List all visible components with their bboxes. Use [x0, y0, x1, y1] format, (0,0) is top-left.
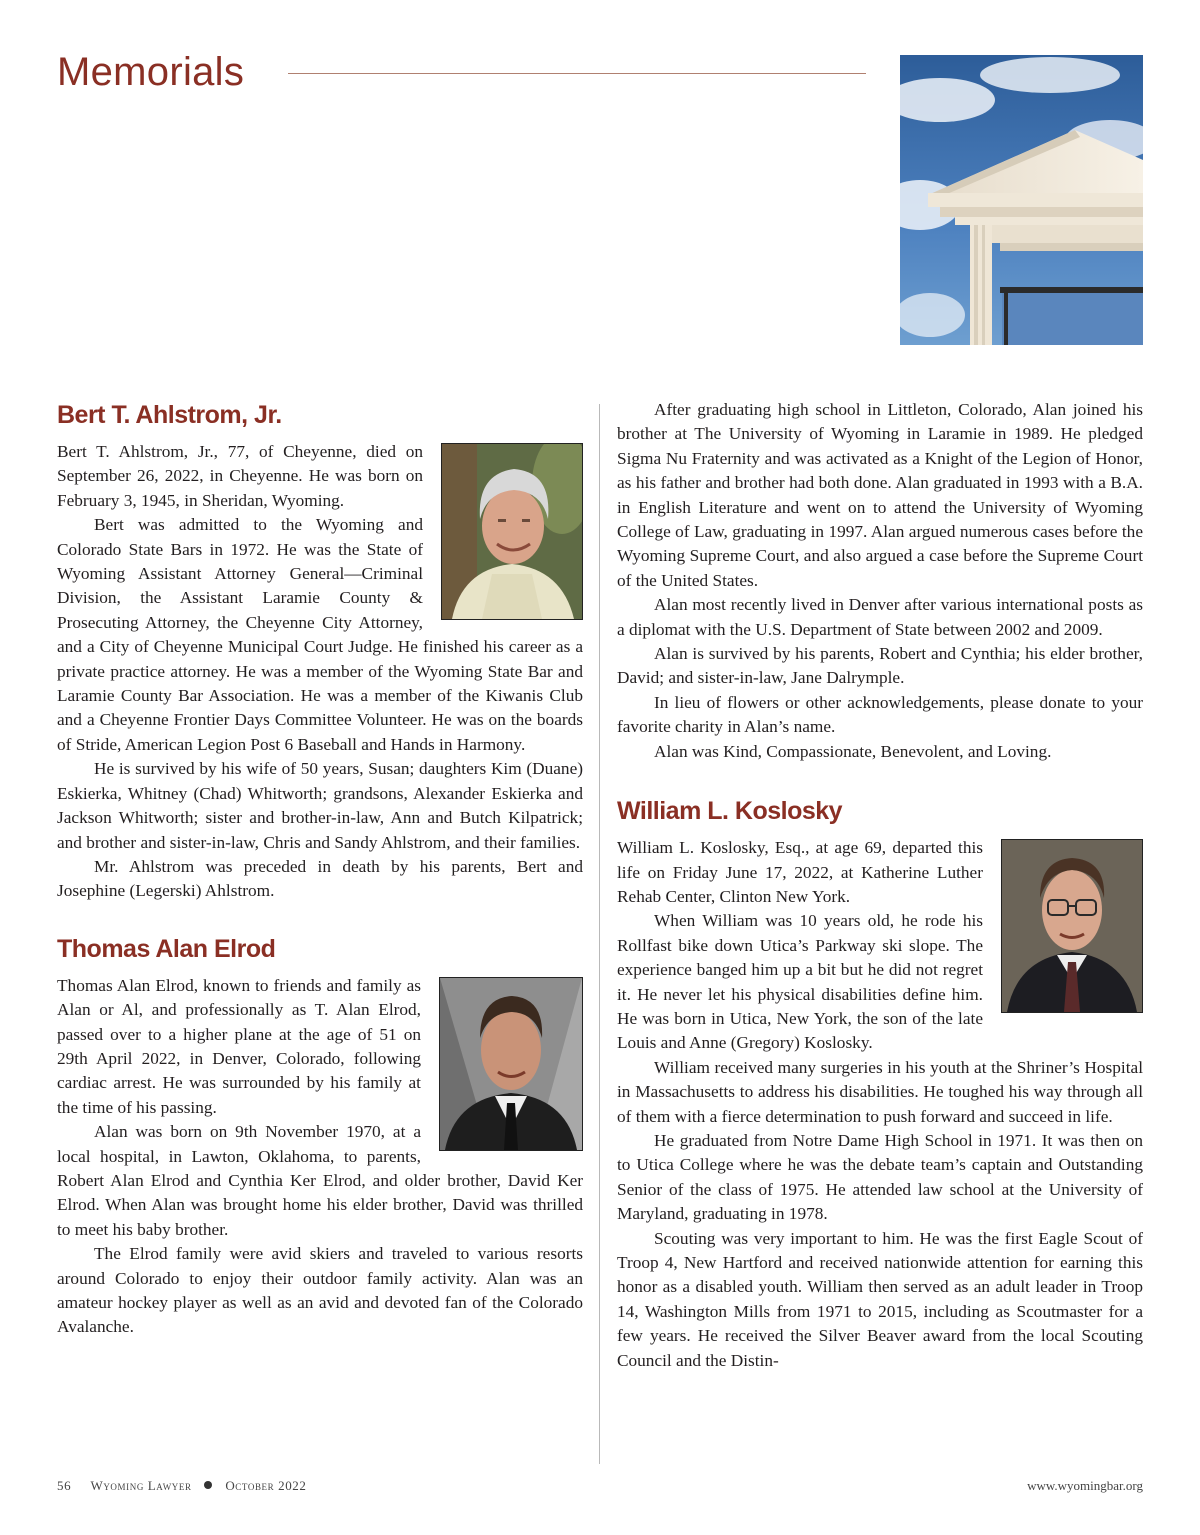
memorial-paragraph: Thomas Alan Elrod, known to friends and family as Alan or Al, and professionally as T. Alan Elrod, passed over to a higher plane at the age of 51 on 29th April 2022, in Denver, Colorado, following cardiac arrest. He was surrounded by his family at the time of his passing. [57, 975, 421, 1117]
memorial-paragraph: Bert was admitted to the Wyoming and Colorado State Bars in 1972. He was the State of Wyoming Assistant Attorney General—Criminal Division, the Assistant Laramie County & Prosecuting Attorney, the Cheyenne City Attorney, and a City of Cheyenne Municipal Court Judge. He finished his career as a private practice attorney. He was a member of the Wyoming State Bar and Laramie County Bar Association. He was a member of the Kiwanis Club and a Cheyenne Frontier Days Committee Volunteer. He was on the boards of Stride, American Legion Post 6 Baseball and Hands in Harmony. [57, 515, 583, 754]
portrait-photo [441, 443, 583, 620]
memorial-paragraph: The Elrod family were avid skiers and traveled to various resorts around Colorado to enjoy their outdoor family activity. Alan was an amateur hockey player as well as an avid and devoted fan of the Colorado Avalanche. [57, 1244, 583, 1337]
memorial-name: Thomas Alan Elrod [57, 934, 276, 963]
memorial-elrod-continued [617, 398, 1143, 764]
column-divider [599, 404, 600, 1464]
right-column [617, 398, 1143, 1401]
memorial-paragraph: Mr. Ahlstrom was preceded in death by his parents, Bert and Josephine (Legerski) Ahlstrom. [57, 856, 583, 901]
footer-left [57, 1478, 307, 1494]
bullet-icon [204, 1481, 212, 1489]
memorial-paragraph: When William was 10 years old, he rode his Rollfast bike down Utica’s Parkway ski slope. The experience banged him up a bit but he did not regret it. He never let his physical disabilities define him. He was born in Utica, New York, the son of the late Louis and Anne (Gregory) Koslosky. [617, 911, 983, 1053]
left-column [57, 398, 583, 1368]
publication-name: Wyoming Lawyer [90, 1478, 192, 1493]
memorial-paragraph: Scouting was very important to him. He was the first Eagle Scout of Troop 4, New Hartford and received nationwide attention for earning this honor as a disabled youth. William then served as an adult leader in Troop 14, Washington Mills from 1971 to 2015, including as Scoutmaster for a few years. He received the Silver Beaver award from the local Scouting Council and the Distin- [617, 1228, 1143, 1370]
memorial-name: William L. Koslosky [617, 797, 843, 826]
memorial-paragraph: Alan is survived by his parents, Robert and Cynthia; his elder brother, David; and sister-in-law, Jane Dalrymple. [617, 644, 1143, 688]
memorial-paragraph: Bert T. Ahlstrom, Jr., 77, of Cheyenne, died on September 26, 2022, in Cheyenne. He was born on February 3, 1945, in Sheridan, Wyoming. [57, 442, 423, 510]
portrait-photo [1001, 839, 1143, 1013]
memorial-paragraph: In lieu of flowers or other acknowledgements, please donate to your favorite charity in Alan’s name. [617, 692, 1143, 737]
page-number: 56 [57, 1478, 72, 1493]
memorial-paragraph: After graduating high school in Littleton, Colorado, Alan joined his brother at The University of Wyoming in Laramie in 1989. He pledged Sigma Nu Fraternity and was activated as a Knight of the Legion of Honor, as his father and brother had both done. Alan graduated in 1993 with a B.A. in English Literature and went on to attend the University of Wyoming College of Law, graduating in 1997. Alan argued numerous cases before the Wyoming Supreme Court, and also argued a case before the Supreme Court of the United States. [617, 400, 1143, 590]
section-title: Memorials [57, 50, 245, 94]
memorial-elrod [57, 932, 583, 1340]
memorial-paragraph: Alan was born on 9th November 1970, at a local hospital, in Lawton, Oklahoma, to parents, Robert Alan Elrod and Cynthia Ker Elrod, and older brother, David Ker Elrod. When Alan was brought home his elder brother, David was thrilled to meet his baby brother. [57, 1122, 583, 1239]
website-link[interactable]: www.wyomingbar.org [1027, 1478, 1143, 1493]
memorial-paragraph: William received many surgeries in his youth at the Shriner’s Hospital in Massachusetts to address his disabilities. He toughed his way through all of them with a fierce determination to push forward and succeed in life. [617, 1057, 1143, 1126]
issue-date: October 2022 [225, 1478, 307, 1493]
memorial-name: Bert T. Ahlstrom, Jr. [57, 401, 282, 429]
title-rule [288, 73, 866, 74]
memorial-koslosky [617, 794, 1143, 1373]
memorial-paragraph: He is survived by his wife of 50 years, Susan; daughters Kim (Duane) Eskierka, Whitney (Chad) Whitworth; grandsons, Alexander Eskierka and Jackson Whitworth; sister and brother-in-law, Ann and Butch Kilpatrick; and brother and sister-in-law, Chris and Sandy Ahlstrom, and their families. [57, 759, 583, 852]
memorial-paragraph: He graduated from Notre Dame High School in 1971. It was then on to Utica College where he was the debate team’s captain and Outstanding Senior of the class of 1975. He attended law school at the University of Maryland, graduating in 1978. [617, 1130, 1143, 1224]
courthouse-photo [900, 55, 1143, 345]
memorial-paragraph: Alan most recently lived in Denver after various international posts as a diplomat with the U.S. Department of State between 2002 and 2009. [617, 595, 1143, 639]
memorial-paragraph: William L. Koslosky, Esq., at age 69, departed this life on Friday June 17, 2022, at Katherine Luther Rehab Center, Clinton New York. [617, 838, 983, 906]
portrait-photo [439, 977, 583, 1151]
memorial-ahlstrom [57, 398, 583, 904]
memorial-paragraph: Alan was Kind, Compassionate, Benevolent, and Loving. [654, 741, 1052, 761]
